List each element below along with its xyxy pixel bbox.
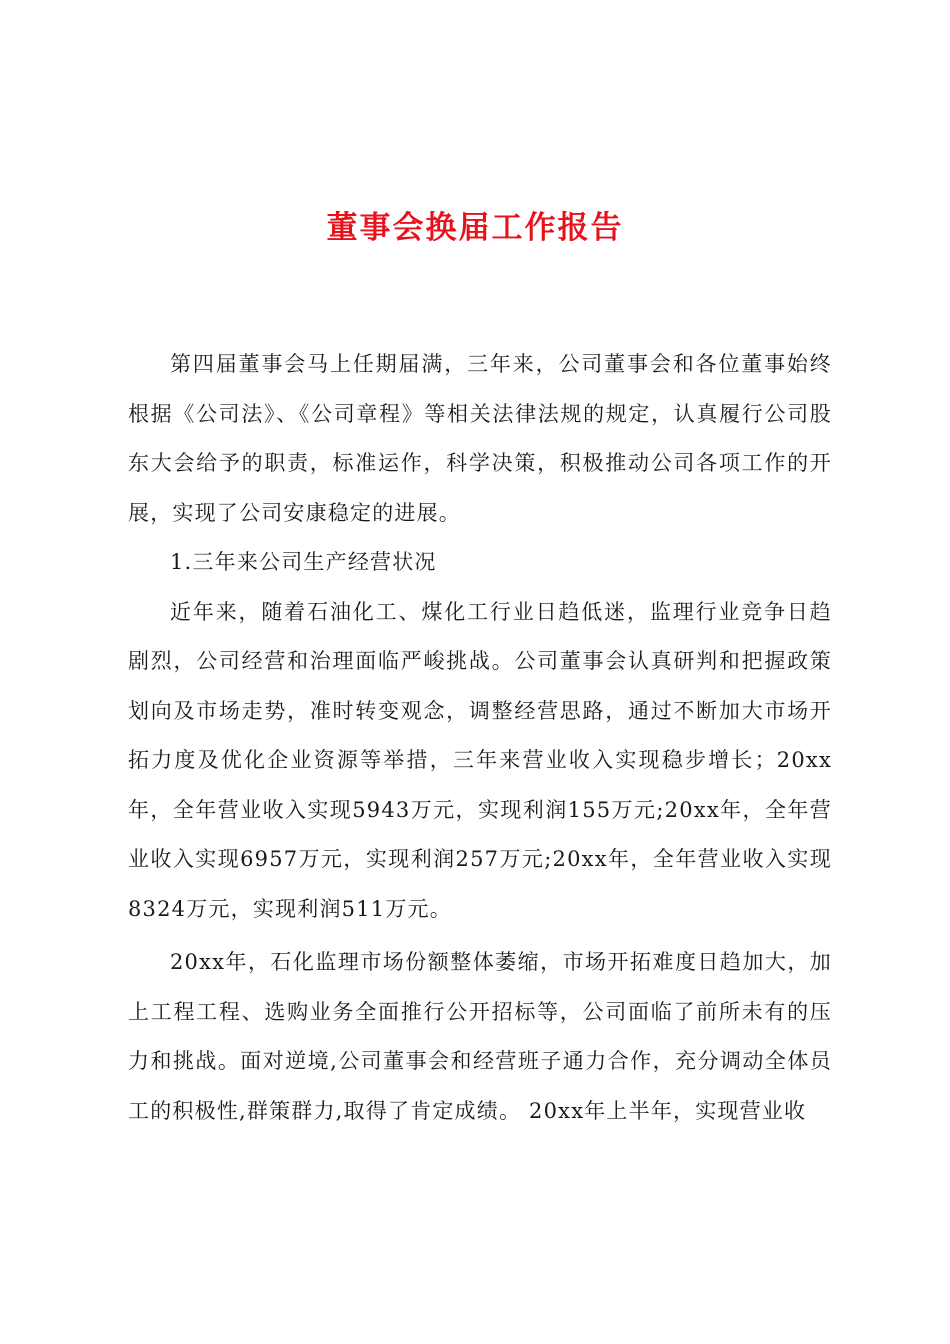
paragraph-current-year: 20xx年，石化监理市场份额整体萎缩，市场开拓难度日趋加大，加上工程工程、选购业务全面推行公开招标等，公司面临了前所未有的压力和挑战。面对逆境,公司董事会和经营班子通力合作，充分调动全体员工的积极性,群策群力,取得了肯定成绩。 20xx年上半年，实现营业收 — [128, 950, 832, 1123]
document-title: 董事会换届工作报告 — [326, 210, 624, 246]
section-heading: 1.三年来公司生产经营状况 — [170, 550, 437, 574]
paragraph-intro: 第四届董事会马上任期届满，三年来，公司董事会和各位董事始终根据《公司法》、《公司章程》等相关法律法规的规定，认真履行公司股东大会给予的职责，标准运作，科学决策，积极推动公司各项工作的开展，实现了公司安康稳定的进展。 — [128, 352, 832, 525]
document-body — [128, 340, 832, 1136]
paragraph-operations: 近年来，随着石油化工、煤化工行业日趋低迷，监理行业竞争日趋剧烈，公司经营和治理面临严峻挑战。公司董事会认真研判和把握政策划向及市场走势，准时转变观念，调整经营思路，通过不断加大市场开拓力度及优化企业资源等举措，三年来营业收入实现稳步增长；20xx年，全年营业收入实现5943万元，实现利润155万元;20xx年，全年营业收入实现6957万元，实现利润257万元;20xx年，全年营业收入实现8324万元，实现利润511万元。 — [128, 599, 832, 921]
